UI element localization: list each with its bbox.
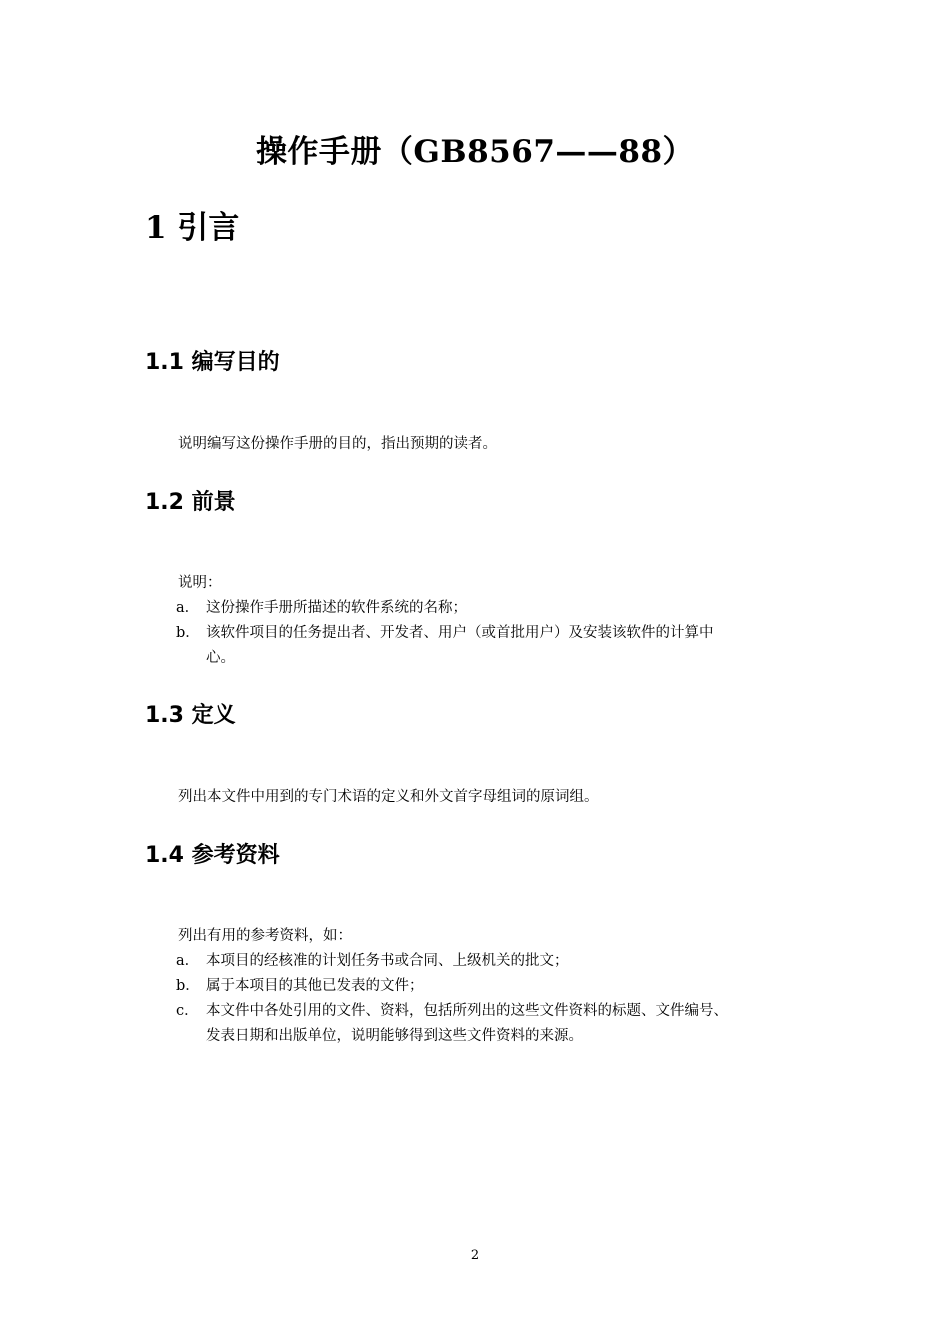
section-heading-1-3: 1.3 定义 [145, 703, 236, 728]
list-item-text: 本项目的经核准的计划任务书或合同、上级机关的批文； [206, 953, 569, 969]
list-item-text-continued: 发表日期和出版单位，说明能够得到这些文件资料的来源。 [206, 1028, 583, 1044]
list-marker: a． [176, 953, 200, 969]
chapter-heading: 1 引言 [145, 210, 240, 246]
list-item-text: 这份操作手册所描述的软件系统的名称； [206, 600, 467, 616]
list-item-text-continued: 心。 [206, 650, 235, 666]
section-1-4-intro: 列出有用的参考资料，如： [178, 928, 352, 944]
document-title: 操作手册（GB8567——88） [255, 134, 695, 170]
list-marker: b． [176, 978, 200, 994]
section-1-2-intro: 说明： [178, 575, 222, 591]
list-item-text: 该软件项目的任务提出者、开发者、用户（或首批用户）及安装该软件的计算中 [206, 625, 714, 641]
list-marker: c． [176, 1003, 199, 1019]
section-1-3-text: 列出本文件中用到的专门术语的定义和外文首字母组词的原词组。 [178, 789, 599, 805]
list-item-text: 本文件中各处引用的文件、资料，包括所列出的这些文件资料的标题、文件编号、 [206, 1003, 728, 1019]
section-heading-1-2: 1.2 前景 [145, 490, 236, 515]
list-marker: a． [176, 600, 200, 616]
section-1-1-text: 说明编写这份操作手册的目的，指出预期的读者。 [178, 436, 497, 452]
page-number: 2 [470, 1248, 480, 1263]
list-item-text: 属于本项目的其他已发表的文件； [206, 978, 424, 994]
section-heading-1-4: 1.4 参考资料 [145, 843, 280, 868]
list-marker: b． [176, 625, 200, 641]
section-heading-1-1: 1.1 编写目的 [145, 350, 280, 375]
